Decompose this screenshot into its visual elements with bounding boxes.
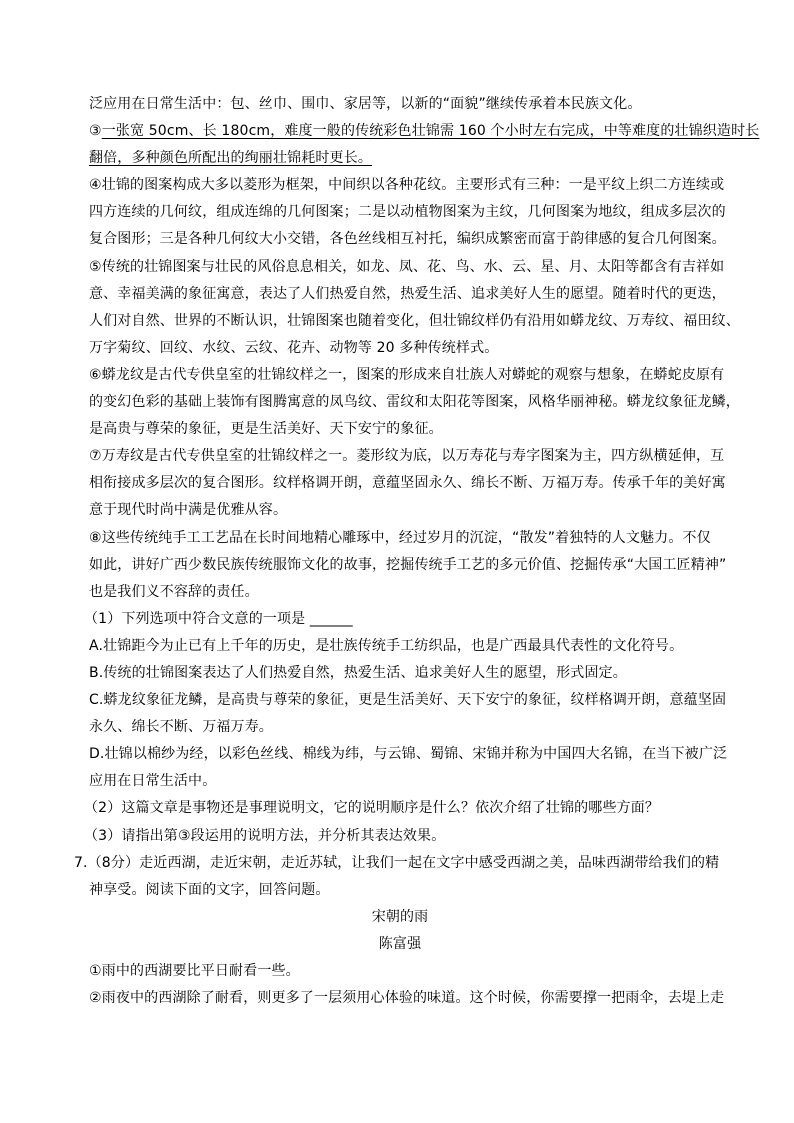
heading-line <box>89 931 711 958</box>
text-line <box>89 254 725 281</box>
line-text: 应用在日常生活中。 <box>89 773 217 790</box>
line-text: ⑤传统的壮锦图案与壮民的风俗息息相关，如龙、凤、花、鸟、水、云、星、月、太阳等都含有吉祥如 <box>89 258 725 275</box>
text-line <box>89 416 719 443</box>
heading-line <box>89 904 711 931</box>
text-line <box>89 308 740 335</box>
text-line <box>89 985 725 1012</box>
line-text: 泛应用在日常生活中：包、丝巾、围巾、家居等，以新的“面貌”继续传承着本民族文化。 <box>89 96 642 112</box>
text-line <box>89 470 726 497</box>
text-line <box>89 552 727 579</box>
text-line <box>89 633 719 660</box>
text-line <box>89 497 719 524</box>
line-text: B.传统的壮锦图案表达了人们热爱自然，热爱生活、追求美好人生的愿望，形式固定。 <box>89 664 627 681</box>
question-line <box>84 795 719 822</box>
line-text: （3）请指出第③段运用的说明方法，并分析其表达效果。 <box>84 827 446 844</box>
line-text: 意于现代时尚中满是优雅从容。 <box>89 502 288 519</box>
text-line <box>89 118 760 145</box>
line-text: A.壮锦距今为止已有上千年的历史，是壮族传统手工纺织品，也是广西最具代表性的文化符号。 <box>89 637 684 654</box>
line-text: C.蟒龙纹象征龙鳞，是高贵与尊荣的象征，更是生活美好、天下安宁的象征，纹样格调开朗，意蕴坚固 <box>89 692 727 709</box>
line-text: D.壮锦以棉纱为经，以彩色丝线、棉线为纬，与云锦、蜀锦、宋锦并称为中国四大名锦，在当下被广泛 <box>89 746 728 763</box>
text-line <box>89 281 726 308</box>
text-line <box>89 145 719 172</box>
text-line <box>89 741 728 768</box>
text-line <box>89 389 740 416</box>
underlined-text: 一张宽 50cm、长 180cm，难度一般的传统彩色壮锦需 160 个小时左右完成，中等难度的壮锦织造时长 <box>101 123 760 140</box>
line-text: 四方连续的几何纹，组成连绵的几何图案；二是以动植物图案为主纹，几何图案为地纹，组成多层次的 <box>89 204 726 221</box>
document-body <box>74 91 760 1012</box>
line-text: 如此，讲好广西少数民族传统服饰文化的故事，挖掘传统手工艺的多元价值、挖掘传承“大国工匠精神” <box>89 556 727 573</box>
question-line <box>84 606 719 633</box>
text-line <box>89 579 719 606</box>
text-line <box>89 877 719 904</box>
line-text: ⑧这些传统纯手工工艺品在长时间地精心雕琢中，经过岁月的沉淀，“散发”着独特的人文魅力。不仅 <box>89 529 711 546</box>
line-text: 人们对自然、世界的不断认识，壮锦图案也随着变化，但壮锦纹样仍有沿用如蟒龙纹、万寿纹、福田纹、 <box>89 312 740 329</box>
question-line <box>84 823 719 850</box>
text-line <box>89 958 719 985</box>
line-text: 复合图形；三是各种几何纹大小交错，各色丝线相互衬托，编织成繁密而富于韵律感的复合几何图案。 <box>89 231 726 248</box>
text-line <box>89 362 725 389</box>
text-line <box>89 335 719 362</box>
line-text: （1）下列选项中符合文意的一项是 ______ <box>84 610 353 627</box>
text-line <box>89 226 726 253</box>
line-text: 永久、绵长不断、万福万寿。 <box>89 719 273 736</box>
line-text: （2）这篇文章是事物还是事理说明文，它的说明顺序是什么？依次介绍了壮锦的哪些方面？ <box>84 800 660 817</box>
text-line <box>89 525 719 552</box>
line-text: 神享受。阅读下面的文字，回答问题。 <box>89 881 330 898</box>
line-text: ①雨中的西湖要比平日耐看一些。 <box>89 963 300 979</box>
line-text: 宋朝的雨 <box>371 908 429 925</box>
line-text: 意、幸福美满的象征寓意，表达了人们热爱自然，热爱生活、追求美好人生的愿望。随着时代的更迭， <box>89 285 726 302</box>
text-line <box>89 714 719 741</box>
line-text: ④壮锦的图案构成大多以菱形为框架，中间织以各种花纹。主要形式有三种：一是平纹上织二方连续或 <box>89 177 725 194</box>
line-text: ⑦万寿纹是古代专供皇室的壮锦纹样之一。菱形纹为底，以万寿花与寿字图案为主，四方纵横延伸，互 <box>89 448 725 465</box>
line-text: 是高贵与尊荣的象征，更是生活美好、天下安宁的象征。 <box>89 421 443 438</box>
paragraph-marker: ③ <box>89 123 102 140</box>
text-line <box>89 199 726 226</box>
underlined-text: 翻倍，多种颜色所配出的绚丽壮锦耗时更长。 <box>89 150 372 167</box>
line-text: 7.（8分）走近西湖，走近宋朝，走近苏轼，让我们一起在文字中感受西湖之美，品味西湖带给我们的精 <box>74 854 720 871</box>
text-line <box>89 91 719 118</box>
text-line <box>74 850 719 877</box>
line-text: ②雨夜中的西湖除了耐看，则更多了一层须用心体验的味道。这个时候，你需要撑一把雨伞，去堤上走 <box>89 990 725 1007</box>
text-line <box>89 660 719 687</box>
line-text: 相衔接成多层次的复合图形。纹样格调开朗，意蕴坚固永久、绵长不断、万福万寿。传承千年的美好寓 <box>89 475 726 492</box>
text-line <box>89 687 727 714</box>
text-line <box>89 172 725 199</box>
line-text: 万字菊纹、回纹、水纹、云纹、花卉、动物等 20 多种传统样式。 <box>89 339 499 356</box>
line-text: 的变幻色彩的基础上装饰有图腾寓意的凤鸟纹、雷纹和太阳花等图案，风格华丽神秘。蟒龙纹象征龙鳞， <box>89 394 740 411</box>
line-text: 陈富强 <box>378 935 422 952</box>
line-text: 也是我们义不容辞的责任。 <box>89 583 259 600</box>
text-line <box>89 768 719 795</box>
line-text: ⑥蟒龙纹是古代专供皇室的壮锦纹样之一，图案的形成来自壮族人对蟒蛇的观察与想象，在蟒蛇皮原有 <box>89 366 725 383</box>
text-line <box>89 443 725 470</box>
